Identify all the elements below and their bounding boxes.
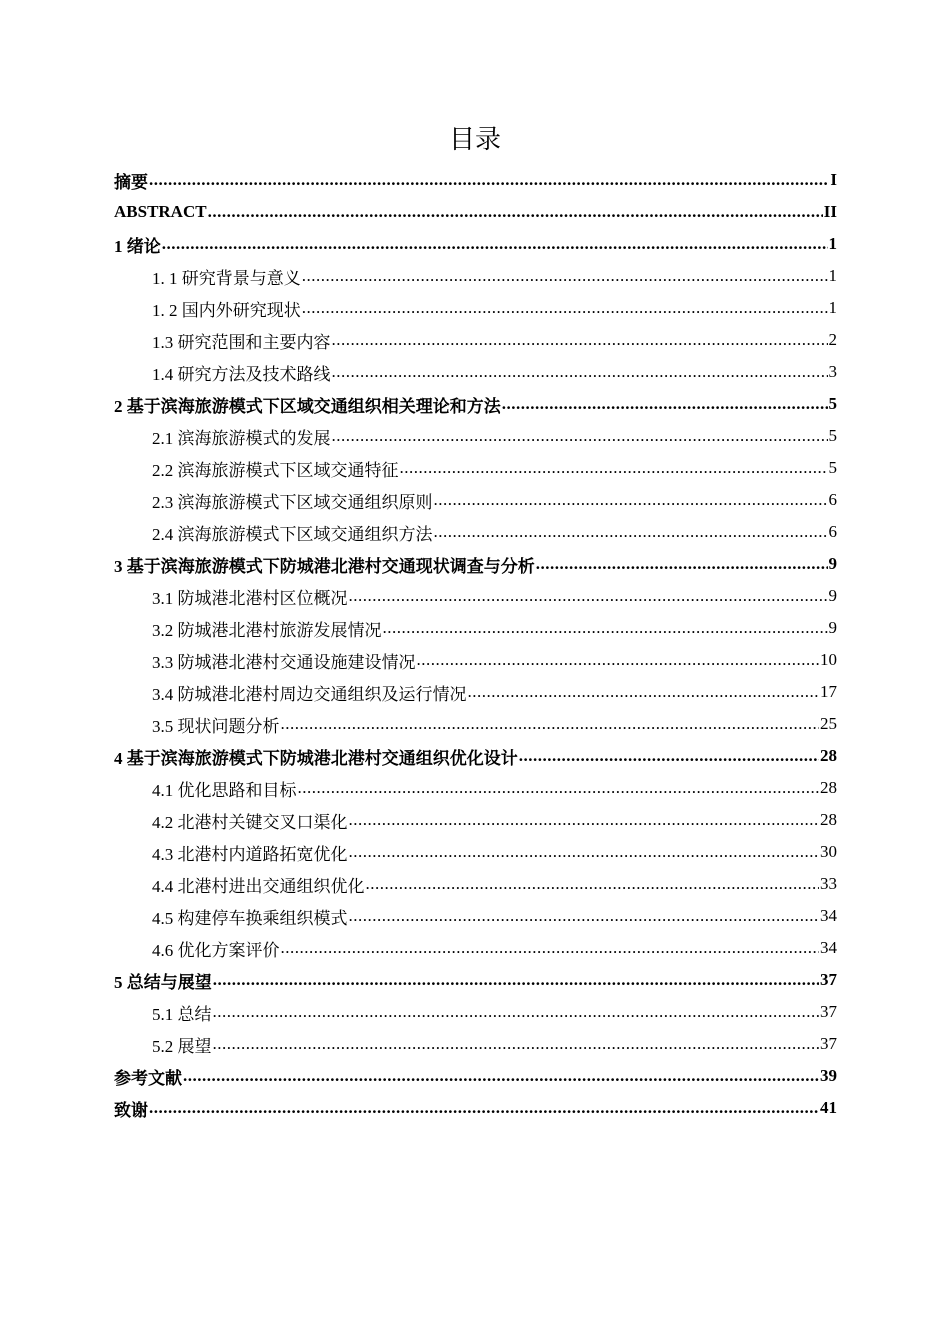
toc-entry-label: 3.2 防城港北港村旅游发展情况 <box>152 620 382 640</box>
dot-leader <box>434 521 828 543</box>
toc-section-entry[interactable] <box>114 452 837 484</box>
dot-leader <box>208 201 823 223</box>
toc-entry-label: 1 绪论 <box>114 236 161 256</box>
toc-chapter-entry[interactable] <box>114 548 837 580</box>
dot-leader <box>349 905 820 927</box>
toc-page-number: 9 <box>828 586 837 605</box>
toc-page-number: 17 <box>820 682 837 701</box>
toc-chapter-entry[interactable] <box>114 164 837 196</box>
dot-leader <box>468 681 820 703</box>
toc-chapter-entry[interactable] <box>114 1092 837 1124</box>
toc-entry-label: 5.1 总结 <box>152 1004 212 1024</box>
toc-chapter-entry[interactable] <box>114 388 837 420</box>
dot-leader <box>349 809 820 831</box>
dot-leader <box>149 169 829 191</box>
dot-leader <box>332 361 828 383</box>
toc-section-entry[interactable] <box>114 612 837 644</box>
dot-leader <box>213 969 819 991</box>
dot-leader <box>349 585 828 607</box>
toc-page-number: 5 <box>828 394 837 413</box>
toc-page-number: 25 <box>820 714 837 733</box>
toc-page-number: 28 <box>820 746 837 765</box>
toc-page-number: 30 <box>820 842 837 861</box>
toc-page-number: 37 <box>820 970 837 989</box>
toc-page-number: 9 <box>828 618 837 637</box>
toc-entry-label: 摘要 <box>114 172 148 192</box>
toc-page-number: 41 <box>820 1098 837 1117</box>
toc-page-number: 1 <box>828 266 837 285</box>
dot-leader <box>281 937 820 959</box>
dot-leader <box>332 425 828 447</box>
toc-page-number: 9 <box>828 554 837 573</box>
toc-page-number: 1 <box>828 298 837 317</box>
dot-leader <box>302 297 828 319</box>
dot-leader <box>417 649 820 671</box>
dot-leader <box>302 265 828 287</box>
toc-chapter-entry[interactable] <box>114 228 837 260</box>
toc-page-number: 33 <box>820 874 837 893</box>
toc-section-entry[interactable] <box>114 516 837 548</box>
toc-entry-label: 3.1 防城港北港村区位概况 <box>152 588 348 608</box>
dot-leader <box>366 873 820 895</box>
toc-entry-label: 5 总结与展望 <box>114 972 212 992</box>
toc-entry-label: 2.4 滨海旅游模式下区域交通组织方法 <box>152 524 433 544</box>
toc-page-number: 37 <box>820 1002 837 1021</box>
toc-section-entry[interactable] <box>114 1028 837 1060</box>
toc-entry-label: ABSTRACT <box>114 202 207 221</box>
toc-page-number: 5 <box>828 426 837 445</box>
toc-section-entry[interactable] <box>114 708 837 740</box>
toc-page-number: 28 <box>820 810 837 829</box>
toc-section-entry[interactable] <box>114 580 837 612</box>
toc-page-number: 6 <box>828 522 837 541</box>
toc-page-number: 2 <box>828 330 837 349</box>
dot-leader <box>383 617 828 639</box>
dot-leader <box>281 713 820 735</box>
toc-section-entry[interactable] <box>114 420 837 452</box>
toc-section-entry[interactable] <box>114 804 837 836</box>
toc-entry-label: 致谢 <box>114 1100 148 1120</box>
toc-entry-label: 2.3 滨海旅游模式下区域交通组织原则 <box>152 492 433 512</box>
dot-leader <box>149 1097 819 1119</box>
toc-page-number: 37 <box>820 1034 837 1053</box>
toc-entry-label: 1.4 研究方法及技术路线 <box>152 364 331 384</box>
toc-section-entry[interactable] <box>114 932 837 964</box>
toc-section-entry[interactable] <box>114 484 837 516</box>
toc-entry-label: 3 基于滨海旅游模式下防城港北港村交通现状调查与分析 <box>114 556 535 576</box>
toc-list <box>114 164 837 1124</box>
toc-entry-label: 4.3 北港村内道路拓宽优化 <box>152 844 348 864</box>
toc-page-number: 34 <box>820 906 837 925</box>
dot-leader <box>502 393 828 415</box>
toc-page-number: 1 <box>828 234 837 253</box>
toc-page-number: 39 <box>820 1066 837 1085</box>
toc-chapter-entry[interactable] <box>114 740 837 772</box>
dot-leader <box>400 457 828 479</box>
toc-entry-label: 1. 2 国内外研究现状 <box>152 300 301 320</box>
toc-chapter-entry[interactable] <box>114 964 837 996</box>
toc-chapter-entry[interactable] <box>114 1060 837 1092</box>
dot-leader <box>213 1001 820 1023</box>
toc-entry-label: 3.5 现状问题分析 <box>152 716 280 736</box>
toc-entry-label: 3.3 防城港北港村交通设施建设情况 <box>152 652 416 672</box>
toc-page-number: 3 <box>828 362 837 381</box>
dot-leader <box>536 553 828 575</box>
toc-entry-label: 4.1 优化思路和目标 <box>152 780 297 800</box>
toc-entry-label: 2 基于滨海旅游模式下区域交通组织相关理论和方法 <box>114 396 501 416</box>
dot-leader <box>162 233 828 255</box>
toc-entry-label: 5.2 展望 <box>152 1036 212 1056</box>
toc-entry-label: 2.2 滨海旅游模式下区域交通特征 <box>152 460 399 480</box>
dot-leader <box>519 745 819 767</box>
dot-leader <box>213 1033 820 1055</box>
toc-page-number: 5 <box>828 458 837 477</box>
toc-section-entry[interactable] <box>114 356 837 388</box>
toc-entry-label: 4 基于滨海旅游模式下防城港北港村交通组织优化设计 <box>114 748 518 768</box>
toc-entry-label: 4.5 构建停车换乘组织模式 <box>152 908 348 928</box>
dot-leader <box>298 777 820 799</box>
toc-section-entry[interactable] <box>114 836 837 868</box>
toc-chapter-entry[interactable] <box>114 196 837 228</box>
toc-section-entry[interactable] <box>114 900 837 932</box>
toc-page-number: 10 <box>820 650 837 669</box>
toc-entry-label: 4.4 北港村进出交通组织优化 <box>152 876 365 896</box>
toc-entry-label: 参考文献 <box>114 1068 182 1088</box>
dot-leader <box>349 841 820 863</box>
toc-section-entry[interactable] <box>114 260 837 292</box>
toc-title: 目录 <box>448 125 501 155</box>
dot-leader <box>332 329 828 351</box>
toc-entry-label: 1. 1 研究背景与意义 <box>152 268 301 288</box>
toc-section-entry[interactable] <box>114 292 837 324</box>
toc-section-entry[interactable] <box>114 772 837 804</box>
toc-entry-label: 2.1 滨海旅游模式的发展 <box>152 428 331 448</box>
toc-section-entry[interactable] <box>114 324 837 356</box>
dot-leader <box>434 489 828 511</box>
toc-section-entry[interactable] <box>114 996 837 1028</box>
toc-page-number: I <box>830 170 837 189</box>
toc-page-number: 6 <box>828 490 837 509</box>
toc-section-entry[interactable] <box>114 644 837 676</box>
toc-entry-label: 3.4 防城港北港村周边交通组织及运行情况 <box>152 684 467 704</box>
toc-entry-label: 4.2 北港村关键交叉口渠化 <box>152 812 348 832</box>
toc-page-number: 34 <box>820 938 837 957</box>
toc-entry-label: 4.6 优化方案评价 <box>152 940 280 960</box>
toc-entry-label: 1.3 研究范围和主要内容 <box>152 332 331 352</box>
toc-section-entry[interactable] <box>114 868 837 900</box>
toc-page-number: II <box>823 202 837 221</box>
toc-page-number: 28 <box>820 778 837 797</box>
dot-leader <box>183 1065 819 1087</box>
toc-section-entry[interactable] <box>114 676 837 708</box>
